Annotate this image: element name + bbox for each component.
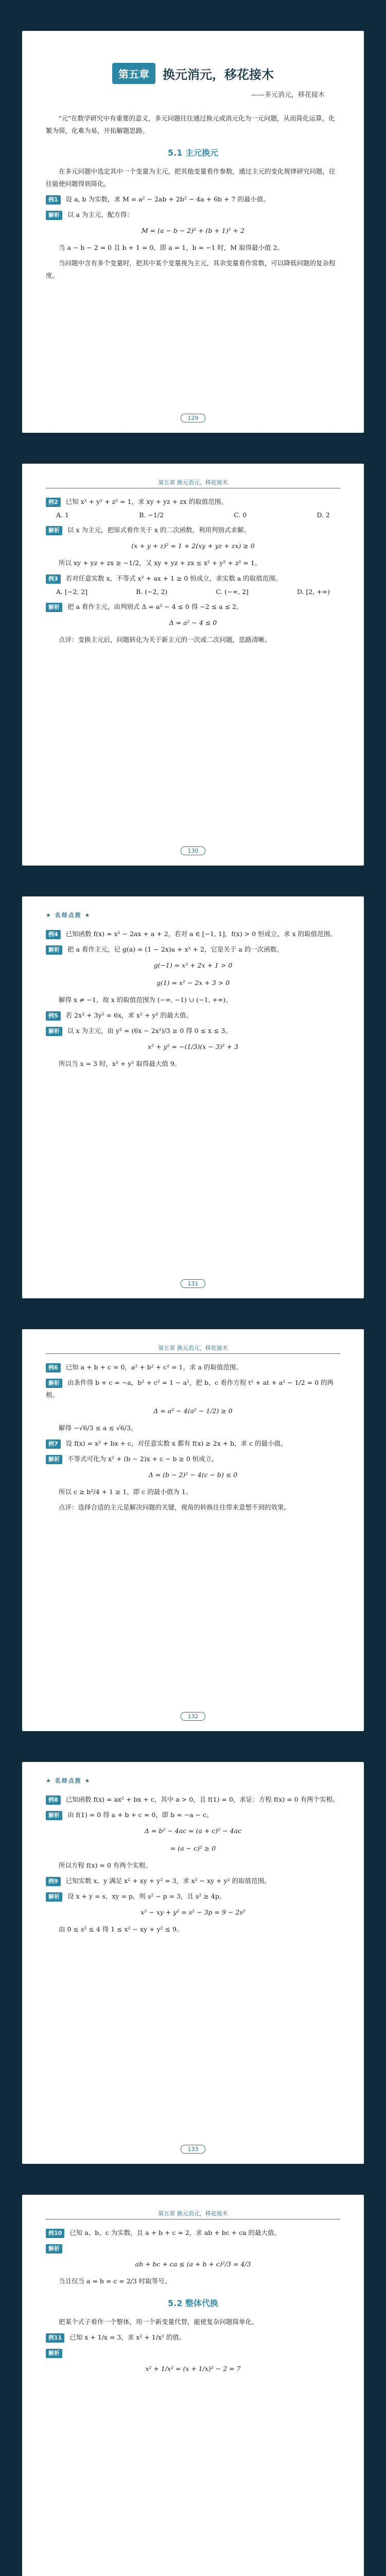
- section-intro: 在多元问题中选定其中一个变量为主元，把其他变量看作参数，通过主元的变化规律研究问题，往往能使问题得到简化。: [46, 167, 336, 188]
- example-text: 已知 x² + y² + z² = 1，求 xy + yz + zx 的取值范围。: [65, 498, 227, 505]
- solution-text: 把 a 看作主元，由判别式 Δ = a² − 4 ≤ 0 得 −2 ≤ a ≤ 2。: [67, 603, 243, 611]
- running-header: 第五章 换元消元，移花接木: [46, 1344, 340, 1354]
- example-7: [46, 1437, 340, 1450]
- solution-text: 不等式可化为 x² + (b − 2)x + c − b ≥ 0 恒成立。: [67, 1455, 218, 1463]
- chapter-title: 换元消元，移花接木: [163, 67, 274, 82]
- example-9: [46, 1875, 340, 1887]
- example-4: [46, 928, 340, 940]
- example-text: 若对任意实数 x，不等式 x² + ax + 1 ≥ 0 恒成立，求实数 a 的取值范围。: [65, 574, 282, 582]
- solution-text: 由条件得 b + c = −a，b² + c² = 1 − a²，把 b、c 看作方程 t² + at + a² − 1/2 = 0 的两根。: [46, 1379, 334, 1399]
- choices: [56, 588, 330, 596]
- solution-4: [46, 943, 340, 956]
- solution-text: 以 x 为主元，把原式看作关于 x 的二次函数，利用判别式求解。: [67, 526, 250, 534]
- book-page-1: [22, 31, 364, 433]
- choices: [56, 511, 330, 519]
- chapter-quote: ——多元消元，移花接木: [251, 91, 325, 99]
- example-text: 已知 a + b + c = 0，a² + b² + c² = 1，求 a 的取值范围。: [65, 1363, 242, 1371]
- solution-conclusion: 当且仅当 a = b = c = 2/3 时取等号。: [59, 2277, 171, 2285]
- example-label: 例5: [46, 1011, 61, 1021]
- example-text: 已知 a、b、c 为实数，且 a + b + c = 2，求 ab + bc + ca 的最大值。: [69, 2229, 281, 2236]
- formula: g(1) = x² − 2x + 3 > 0: [156, 979, 230, 987]
- solution-conclusion: 当 a − b − 2 = 0 且 b + 1 = 0，即 a = 1，b = −1 时，M 取得最小值 2。: [59, 244, 284, 251]
- formula: M = (a − b − 2)² + (b + 1)² + 2: [141, 227, 245, 234]
- example-text: 已知 x + 1/x = 3，求 x² + 1/x² 的值。: [69, 2333, 186, 2341]
- choice-c: C. (−∞, 2]: [216, 588, 249, 596]
- example-3: [46, 572, 340, 585]
- solution-label: 解析: [46, 2244, 62, 2253]
- section-title: 5.2 整体代换: [168, 2298, 218, 2308]
- choice-d: D. 2: [317, 511, 330, 519]
- book-page-4: [22, 1329, 364, 1731]
- solution-conclusion: 所以当 x = 3 时，x² + y² 取得最大值 9。: [59, 1060, 181, 1067]
- formula: Δ = a² − 4(a² − 1/2) ≥ 0: [153, 1407, 233, 1415]
- example-2: [46, 496, 340, 508]
- choice-a: A. [−2, 2]: [56, 588, 88, 596]
- formula: ab + bc + ca ≤ (a + b + c)²/3 = 4/3: [135, 2260, 251, 2268]
- solution-1: [46, 209, 340, 221]
- example-10: [46, 2227, 340, 2239]
- solution-5: [46, 1025, 340, 1037]
- choice-b: B. −1/2: [139, 511, 164, 519]
- solution-6: [46, 1377, 340, 1401]
- solution-text-2: 所以 xy + yz + zx ≥ −1/2，又 xy + yz + zx ≤ x² + y² + z² = 1。: [59, 559, 261, 567]
- example-label: 例11: [46, 2333, 64, 2343]
- solution-8: [46, 1809, 340, 1821]
- example-label: 例2: [46, 498, 61, 507]
- solution-label: 解析: [46, 1811, 62, 1820]
- chapter-badge: 第五章: [112, 63, 155, 84]
- example-label: 例3: [46, 574, 61, 584]
- page-number: 130: [22, 846, 364, 855]
- solution-text: 以 x 为主元，由 y² = (6x − 2x²)/3 ≥ 0 得 0 ≤ x ≤ 3。: [67, 1027, 232, 1035]
- example-label: 例4: [46, 930, 61, 939]
- book-page-6: [22, 2195, 364, 2576]
- solution-11: [46, 2347, 340, 2359]
- page-number: 133: [22, 2145, 364, 2154]
- example-label: 例8: [46, 1795, 61, 1805]
- solution-conclusion: 由 0 ≤ s² ≤ 4 得 1 ≤ x² − xy + y² ≤ 9。: [59, 1925, 183, 1933]
- choice-c: C. 0: [234, 511, 247, 519]
- formula: g(−1) = x² + 2x + 1 > 0: [153, 961, 233, 969]
- running-header: ★ 名师点拨 ★: [46, 912, 91, 919]
- book-page-5: [22, 1762, 364, 2164]
- formula: (x + y + z)² = 1 + 2(xy + yz + zx) ≥ 0: [131, 542, 255, 550]
- example-label: 例10: [46, 2229, 64, 2238]
- solution-conclusion: 解得 −√6/3 ≤ a ≤ √6/3。: [59, 1424, 137, 1432]
- formula: x² + y² = −(1/3)(x − 3)² + 3: [148, 1043, 238, 1050]
- solution-3: [46, 601, 340, 613]
- section-title: 5.1 主元换元: [168, 148, 218, 158]
- example-label: 例9: [46, 1877, 61, 1886]
- solution-text: 设 x + y = s，xy = p，则 s² − p = 3，且 s² ≥ 4p。: [67, 1892, 226, 1900]
- solution-label: 解析: [46, 1027, 62, 1036]
- chapter-intro: "元"在数学研究中有重要的意义，多元问题往往通过换元或消元化为一元问题，从而简化运算，化繁为简，化难为易，开拓解题思路。: [46, 114, 335, 134]
- example-label: 例7: [46, 1439, 61, 1449]
- example-text: 已知实数 x、y 满足 x² + xy + y² = 3，求 x² − xy + y² 的取值范围。: [65, 1877, 271, 1885]
- example-8: [46, 1793, 340, 1806]
- solution-text: 以 a 为主元，配方得：: [67, 211, 133, 218]
- solution-10: [46, 2242, 340, 2255]
- solution-conclusion: 所以方程 f(x) = 0 有两个实根。: [59, 1861, 152, 1869]
- example-6: [46, 1361, 340, 1374]
- running-header: ★ 名师点拨 ★: [46, 1777, 91, 1784]
- formula: Δ = (b − 2)² − 4(c − b) ≤ 0: [148, 1471, 238, 1479]
- solution-label: 解析: [46, 945, 62, 955]
- section-intro: 把某个式子看作一个整体，用一个新变量代替，能使复杂问题简单化。: [59, 2318, 258, 2326]
- running-header: 第五章 换元消元，移花接木: [46, 2209, 340, 2219]
- solution-2: [46, 524, 340, 536]
- solution-text: 由 f(1) = 0 得 a + b + c = 0，即 b = −a − c。: [67, 1811, 213, 1819]
- solution-text: 把 a 看作主元，记 g(a) = (1 − 2x)a + x² + 2，它是关于 a 的一次函数。: [67, 945, 283, 953]
- page-number: 129: [22, 414, 364, 422]
- example-11: [46, 2331, 340, 2344]
- summary-text: 当问题中含有多个变量时，把其中某个变量视为主元，其余变量看作常数，可以降低问题的复杂程度。: [46, 259, 336, 279]
- solution-label: 解析: [46, 603, 62, 612]
- formula: x² + 1/x² = (x + 1/x)² − 2 = 7: [145, 2365, 241, 2372]
- formula: Δ = b² − 4ac = (a + c)² − 4ac: [144, 1827, 242, 1835]
- choice-d: D. [2, +∞): [296, 588, 330, 596]
- example-label: 例6: [46, 1363, 61, 1372]
- solution-conclusion: 所以 c ≥ b²/4 + 1 ≥ 1，即 c 的最小值为 1。: [59, 1488, 192, 1496]
- example-label: 例1: [46, 195, 61, 205]
- example-text: 设 f(x) = x² + bx + c，对任意实数 x 都有 f(x) ≥ 2x + b，求 c 的最小值。: [65, 1439, 287, 1447]
- book-page-3: [22, 896, 364, 1298]
- example-text: 若 2x² + 3y² = 6x，求 x² + y² 的最大值。: [65, 1011, 192, 1019]
- example-text: 已知函数 f(x) = ax² + bx + c，其中 a > 0，且 f(1) = 0，求证：方程 f(x) = 0 有两个实根。: [65, 1795, 339, 1803]
- choice-a: A. 1: [56, 511, 69, 519]
- solution-label: 解析: [46, 1455, 62, 1464]
- solution-7: [46, 1453, 340, 1465]
- solution-label: 解析: [46, 2349, 62, 2358]
- example-1: [46, 193, 340, 206]
- solution-9: [46, 1890, 340, 1903]
- formula: = (a − c)² ≥ 0: [170, 1844, 216, 1852]
- book-page-2: [22, 464, 364, 866]
- chapter-banner: [46, 63, 340, 84]
- example-5: [46, 1009, 340, 1022]
- solution-label: 解析: [46, 1892, 62, 1902]
- solution-label: 解析: [46, 211, 62, 220]
- page-number: 131: [22, 1279, 364, 1288]
- note-text: 点评：选择合适的主元是解决问题的关键，视角的转换往往带来意想不到的效果。: [59, 1503, 291, 1511]
- choice-b: B. (−2, 2): [136, 588, 168, 596]
- solution-label: 解析: [46, 1379, 62, 1388]
- solution-text-2: 解得 x ≠ −1，故 x 的取值范围为 (−∞, −1) ∪ (−1, +∞)。: [59, 996, 232, 1004]
- formula: x² − xy + y² = s² − 3p = 9 − 2s²: [141, 1908, 245, 1916]
- running-header: 第五章 换元消元，移花接木: [46, 478, 340, 488]
- example-text: 设 a, b 为实数，求 M = a² − 2ab + 2b² − 4a + 6b + 7 的最小值。: [65, 195, 270, 203]
- example-text: 已知函数 f(x) = x² − 2ax + a + 2，若对 a ∈ [−1, 1]，f(x) > 0 恒成立，求 x 的取值范围。: [65, 930, 337, 938]
- formula: Δ = a² − 4 ≤ 0: [169, 619, 217, 626]
- page-number: 132: [22, 1712, 364, 1721]
- solution-label: 解析: [46, 526, 62, 535]
- note-text: 点评：变换主元后，问题转化为关于新主元的一次或二次问题，思路清晰。: [59, 636, 271, 643]
